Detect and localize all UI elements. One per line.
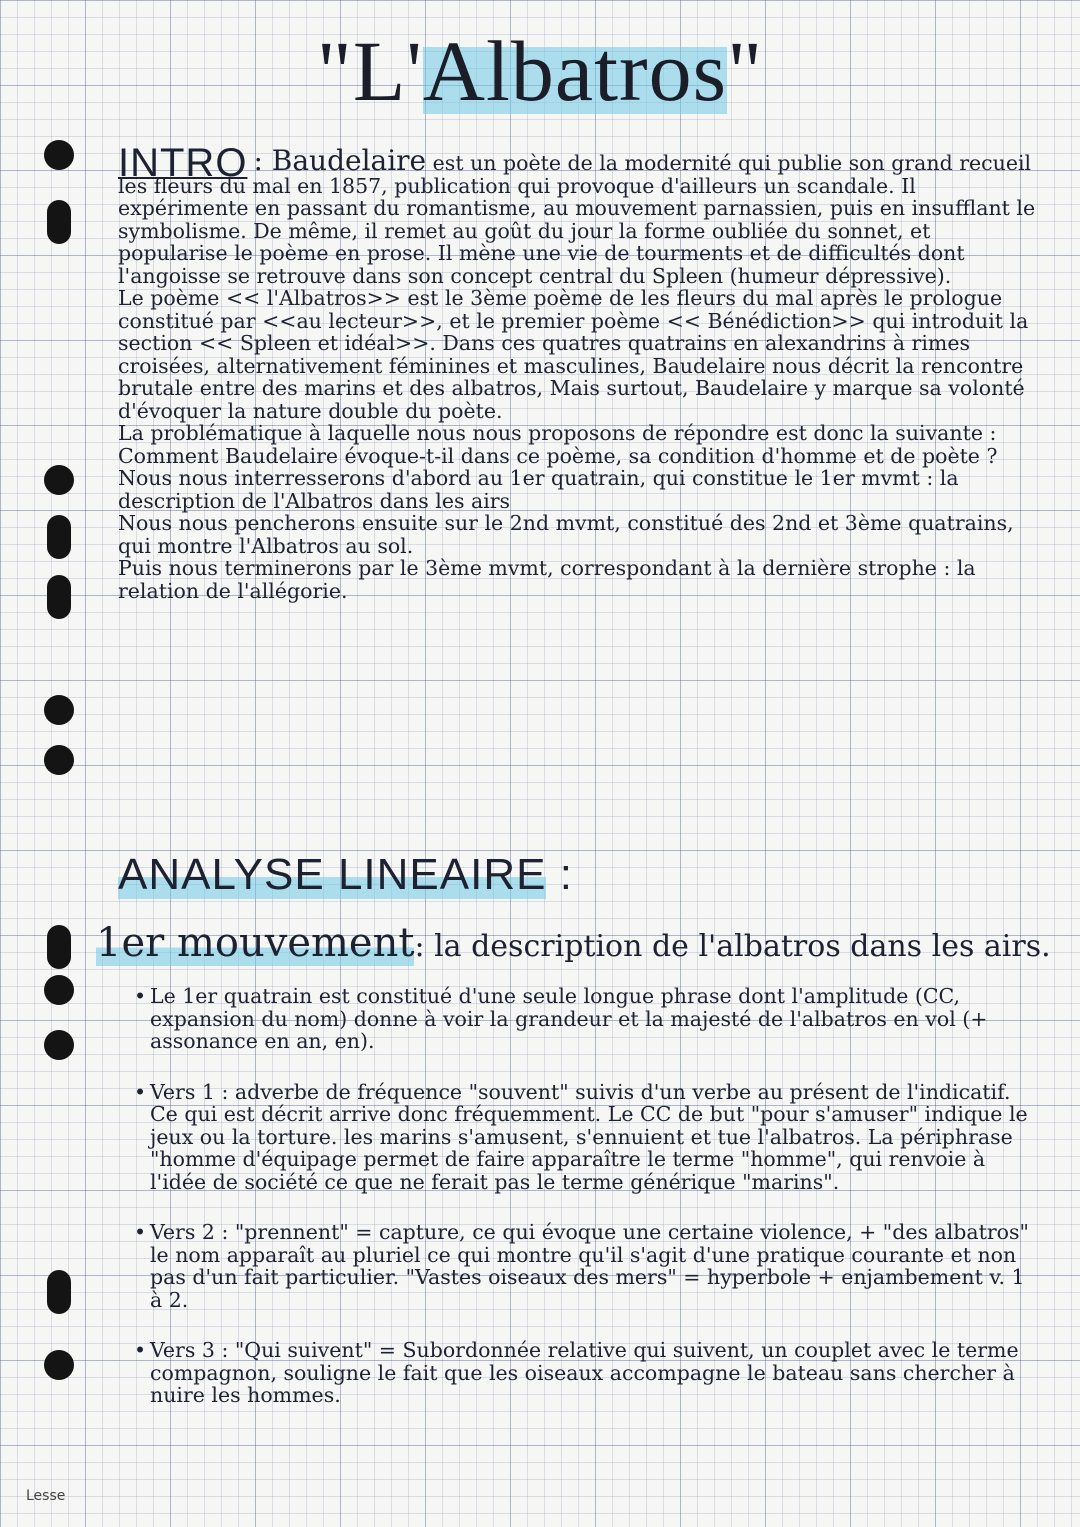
binder-hole xyxy=(44,1350,74,1380)
analysis-bullet-list xyxy=(150,985,1040,1435)
analyse-label: ANALYSE LINEAIRE xyxy=(118,850,547,899)
mouvement-subtitle: : la description de l'albatros dans les airs. xyxy=(414,929,1051,964)
intro-first-words: : Baudelaire xyxy=(253,144,427,177)
section-heading-analyse xyxy=(118,850,573,900)
binder-hole-slot xyxy=(47,515,71,559)
title-word: Albatros xyxy=(422,23,728,119)
intro-text-6: Puis nous terminerons par le 3ème mvmt, correspondant à la dernière strophe : la relation de l'allégorie. xyxy=(118,556,976,603)
intro-label: INTRO xyxy=(118,141,248,185)
title-close-quote: " xyxy=(727,23,764,119)
intro-paragraph xyxy=(118,141,1038,288)
intro-text-5: Nous nous pencherons ensuite sur le 2nd mvmt, constitué des 2nd et 3ème quatrains, qui montre l'Albatros au sol. xyxy=(118,511,1014,558)
list-item: • Vers 3 : "Qui suivent" = Subordonnée relative qui suivent, un couplet avec le terme compagnon, souligne le fait que les oiseaux accompagne le bateau sans chercher à nuire les hommes. xyxy=(150,1339,1040,1407)
intro-text-2: Le poème << l'Albatros>> est le 3ème poème de les fleurs du mal après le prologue constitué par <<au lecteur>>, et le premier poème << Bénédiction>> qui introduit la section << Spleen et idéal>>. Dans ces quatres quatrains en alexandrins à rimes croisées, alternativement féminines et masculines, Baudelaire nous décrit la rencontre brutale entre des marins et des albatros, Mais surtout, Baudelaire y marque sa volonté d'évoquer la nature double du poète. xyxy=(118,286,1029,423)
binder-hole-slot xyxy=(47,925,71,969)
binder-hole xyxy=(44,140,74,170)
binder-hole xyxy=(44,975,74,1005)
list-item: • Vers 2 : "prennent" = capture, ce qui évoque une certaine violence, + "des albatros" le nom apparaît au pluriel ce qui montre qu'il s'agit d'une pratique courante et non pas d'un fait particulier. "Vastes oiseaux des mers" = hyperbole + enjambement v. 1 à 2. xyxy=(150,1221,1040,1311)
title-open-quote: "L' xyxy=(316,23,423,119)
intro-text-4: Nous nous interresserons d'abord au 1er quatrain, qui constitue le 1er mvmt : la description de l'Albatros dans les airs xyxy=(118,466,959,513)
intro-text-1: est un poète de la modernité qui publie son grand recueil les fleurs du mal en 1857, publication qui provoque d'ailleurs un scandale. Il expérimente en passant du romantisme, au mouvement parnassien, puis en insufflant le symbolisme. De même, il remet au goût du jour la forme oubliée du sonnet, et popularise le poème en prose. Il mène une vie de tourments et de difficultés dont l'angoisse se retrouve dans son concept central du Spleen (humeur dépressive). xyxy=(118,151,1036,288)
list-item: • Le 1er quatrain est constitué d'une seule longue phrase dont l'amplitude (CC, expansion du nom) donne à voir la grandeur et la majesté de l'albatros en vol (+ assonance en an, en). xyxy=(150,985,1040,1053)
analyse-colon: : xyxy=(559,850,573,899)
binder-hole xyxy=(44,745,74,775)
binder-hole xyxy=(44,1030,74,1060)
intro-text-3: La problématique à laquelle nous nous proposons de répondre est donc la suivante : Comment Baudelaire évoque-t-il dans ce poème, sa condition d'homme et de poète ? xyxy=(118,421,998,468)
signature: Lesse xyxy=(26,1488,66,1504)
intro-section xyxy=(118,141,1038,603)
list-item: • Vers 1 : adverbe de fréquence "souvent" suivis d'un verbe au présent de l'indicatif. Ce qui est décrit arrive donc fréquemment. Le CC de but "pour s'amuser" indique le jeux ou la torture. les marins s'amusent, s'ennuient et tue l'albatros. La périphrase "homme d'équipage permet de faire apparaître le terme "homme", qui renvoie à l'idée de société ce que ne ferait pas le terme générique "marins". xyxy=(150,1081,1040,1194)
binder-hole-slot xyxy=(47,575,71,619)
page-title xyxy=(0,23,1080,119)
binder-hole-slot xyxy=(47,1270,71,1314)
binder-hole-slot xyxy=(47,200,71,244)
mouvement-label: 1er mouvement xyxy=(96,920,415,966)
binder-hole xyxy=(44,695,74,725)
binder-hole xyxy=(44,465,74,495)
subsection-heading xyxy=(96,920,1051,966)
